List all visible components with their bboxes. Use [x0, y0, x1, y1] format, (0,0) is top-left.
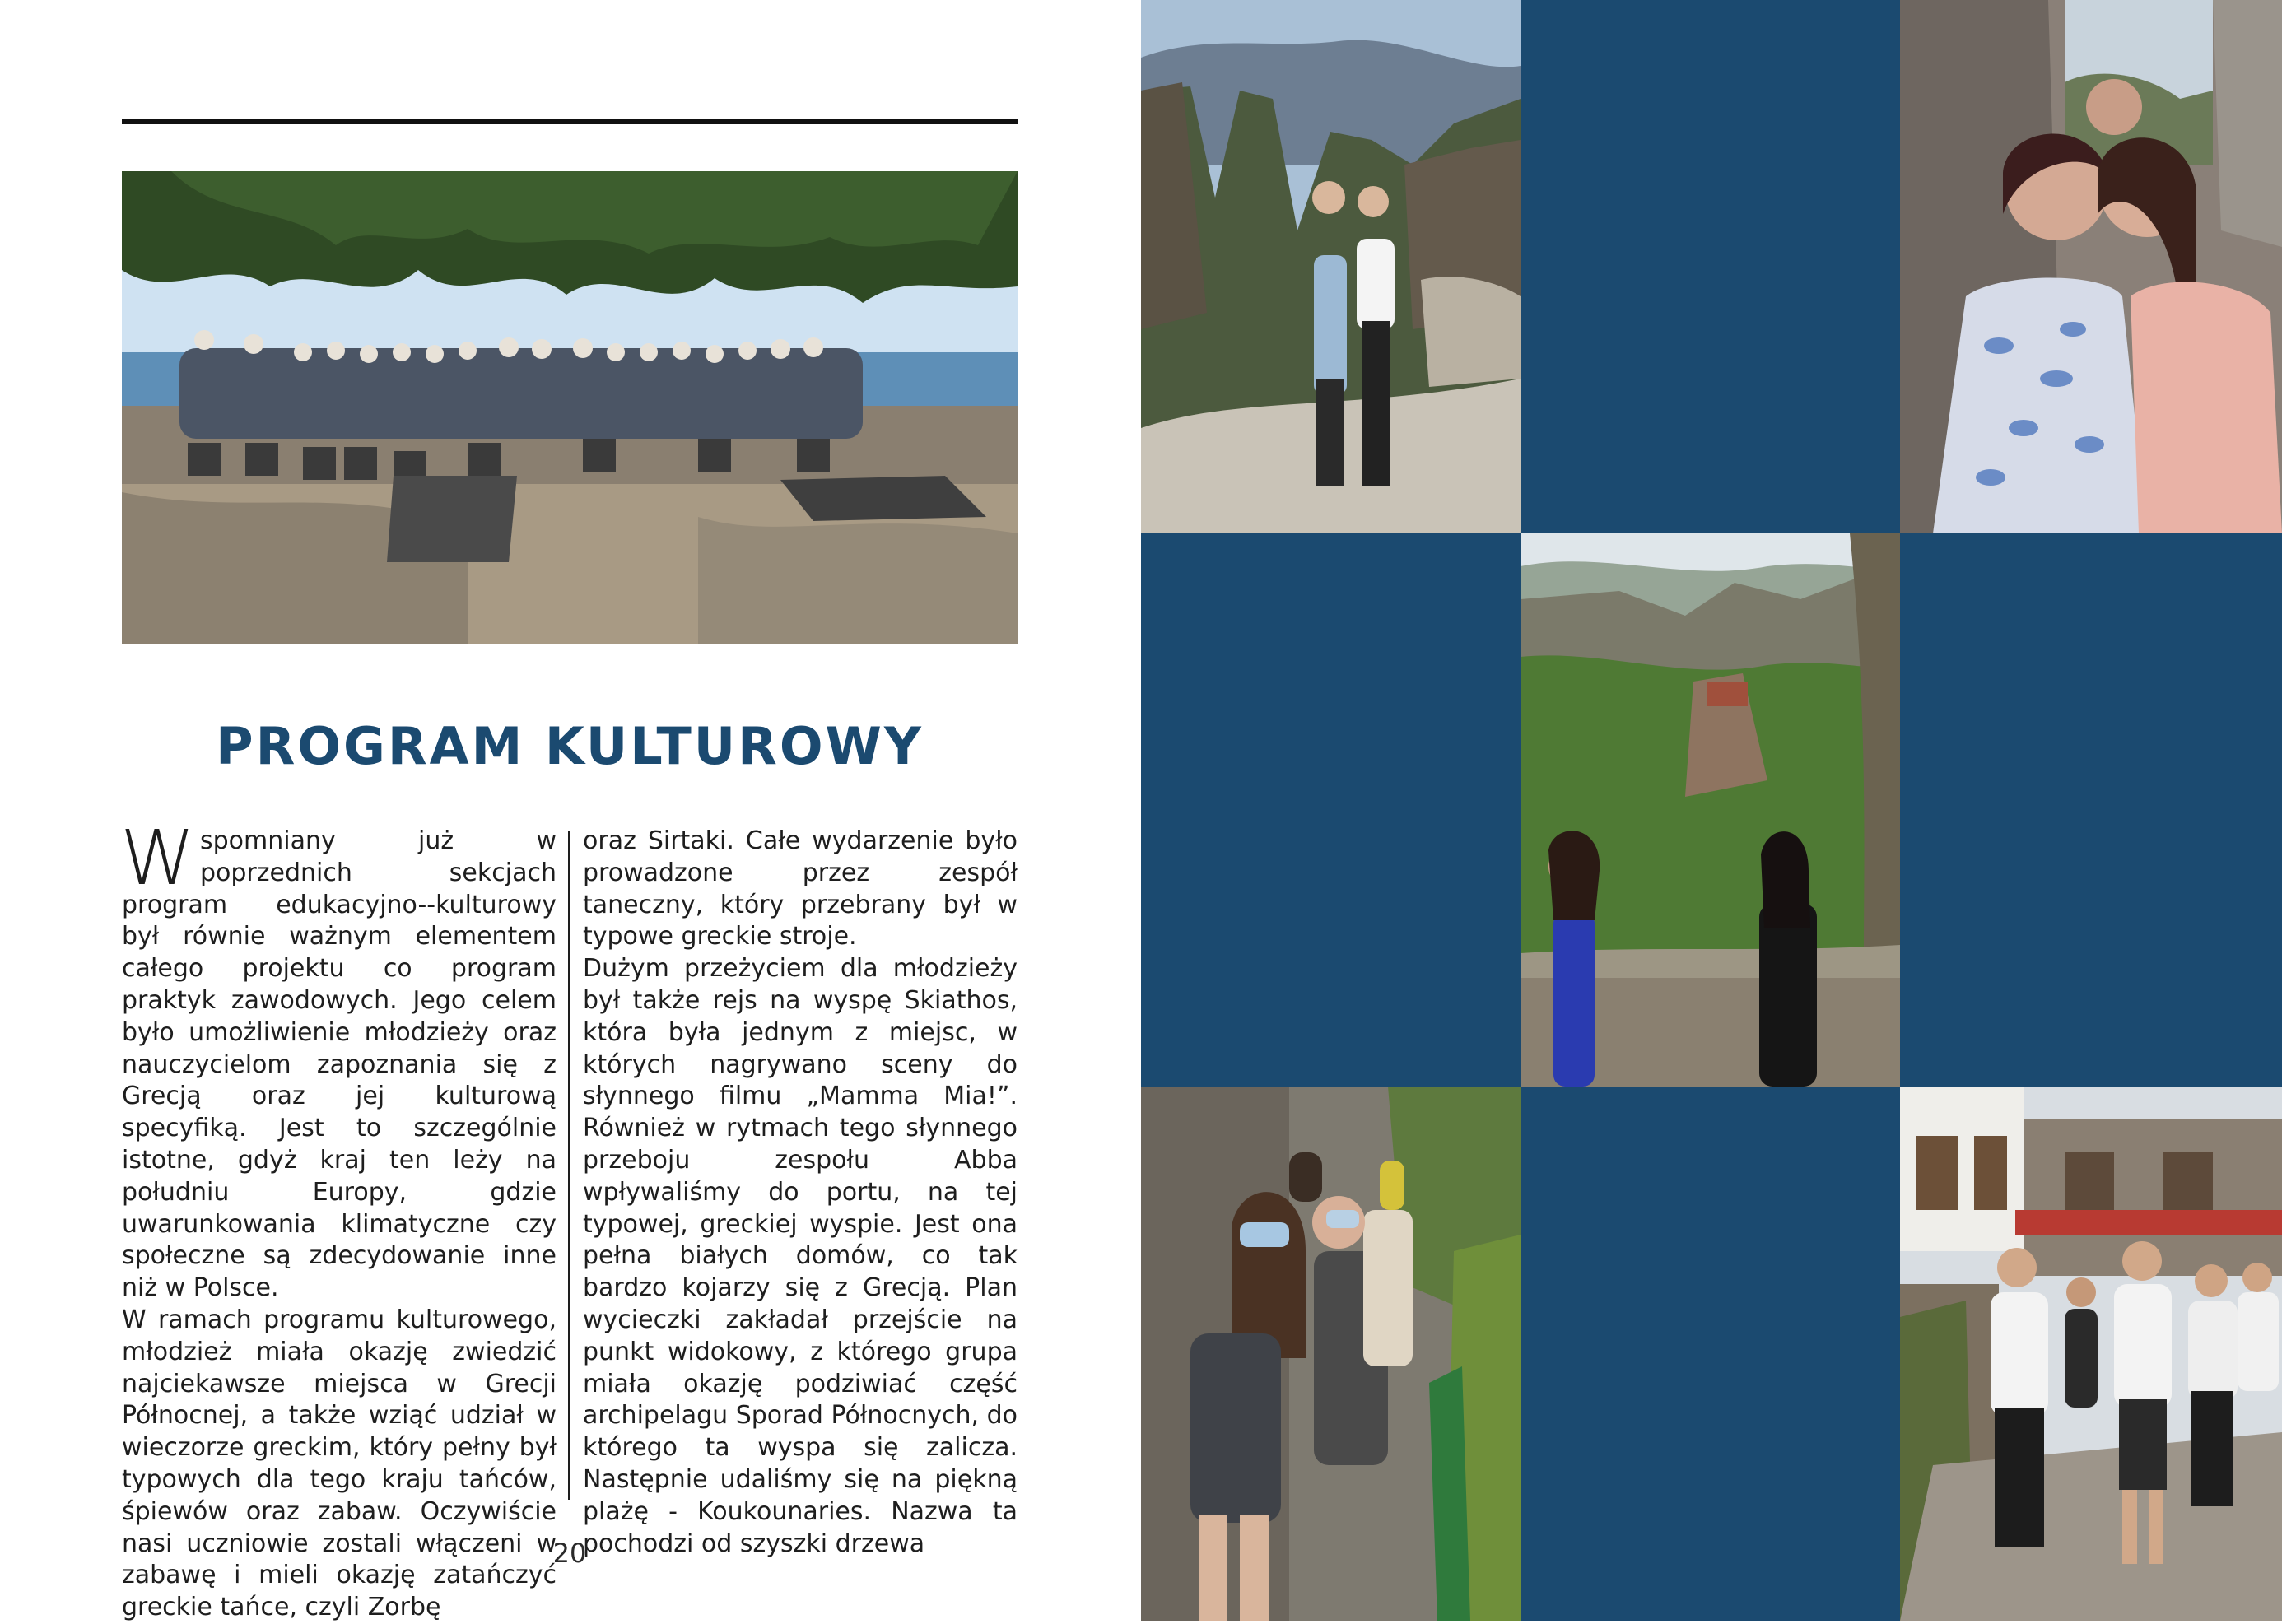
article-paragraph-text: spomniany już w poprzednich sekcjach program edukacyjno--kulturowy był równie ważnym elementem całego projektu co program praktyk zawodowych. Jego celem było umożliwienie młodzieży oraz nauczycielom zapoznania się z Grecją oraz jej kulturową specyfiką. Jest to szczególnie istotne, gdyż kraj ten leży na południu Europy, gdzie uwarunkowania klimatyczne czy społeczne są zdecydowanie inne niż w Polsce. — [122, 826, 557, 1303]
blue-block — [1141, 533, 1521, 1087]
article-column-right — [583, 826, 1018, 1560]
drop-cap: W — [120, 814, 195, 902]
column-divider — [568, 831, 570, 1500]
photo-meteora-two-girls — [1141, 0, 1521, 533]
article-paragraph: oraz Sirtaki. Całe wydarzenie było prowadzone przez zespół taneczny, który przebrany był w typowe greckie stroje. — [583, 826, 1018, 952]
article-column-left — [120, 814, 557, 1624]
photo-students-railing — [1141, 1087, 1521, 1621]
page-number: 20 — [552, 1538, 587, 1569]
photo-grid-page — [1141, 0, 2282, 1621]
photo-two-girls-smiling — [1900, 0, 2282, 533]
group-photo-illustration — [122, 171, 1018, 644]
article-paragraph: W ramach programu kulturowego, młodzież miała okazję zwiedzić najciekawsze miejsca w Grecji Północnej, a także wziąć udział w wieczorze greckim, który pełny był typowych dla tego kraju tańców, śpiewów oraz zabaw. Oczywiście nasi uczniowie zostali włączeni w zabawę i mieli okazję zatańczyć greckie tańce, czyli Zorbę — [122, 1305, 557, 1622]
blue-block — [1521, 1087, 1900, 1621]
group-photo — [122, 171, 1018, 644]
article-heading: PROGRAM KULTUROWY — [216, 716, 924, 776]
article-paragraph: Dużym przeżyciem dla młodzieży był także rejs na wyspę Skiathos, która była jednym z miejsc, w których nagrywano sceny do słynnego filmu „Mamma Mia!”. Również w rytmach tego słynnego przeboju zespołu Abba wpływaliśmy do portu, na tej typowej, greckiej wyspie. Jest ona pełna białych domów, co tak bardzo kojarzy się z Grecją. Plan wycieczki zakładał przejście na punkt widokowy, z którego grupa miała okazję podziwiać część archipelagu Sporad Północnych, do którego ta wyspa się zalicza. Następnie udaliśmy się na piękną plażę - Koukounaries. Nazwa ta pochodzi od szyszki drzewa — [583, 954, 1018, 1558]
left-page — [0, 0, 1141, 1621]
blue-block — [1900, 533, 2282, 1087]
blue-block — [1521, 0, 1900, 533]
photo-meteora-monastery — [1521, 533, 1900, 1087]
article-paragraph — [120, 814, 557, 1305]
photo-students-street — [1900, 1087, 2282, 1621]
top-rule — [122, 119, 1018, 124]
